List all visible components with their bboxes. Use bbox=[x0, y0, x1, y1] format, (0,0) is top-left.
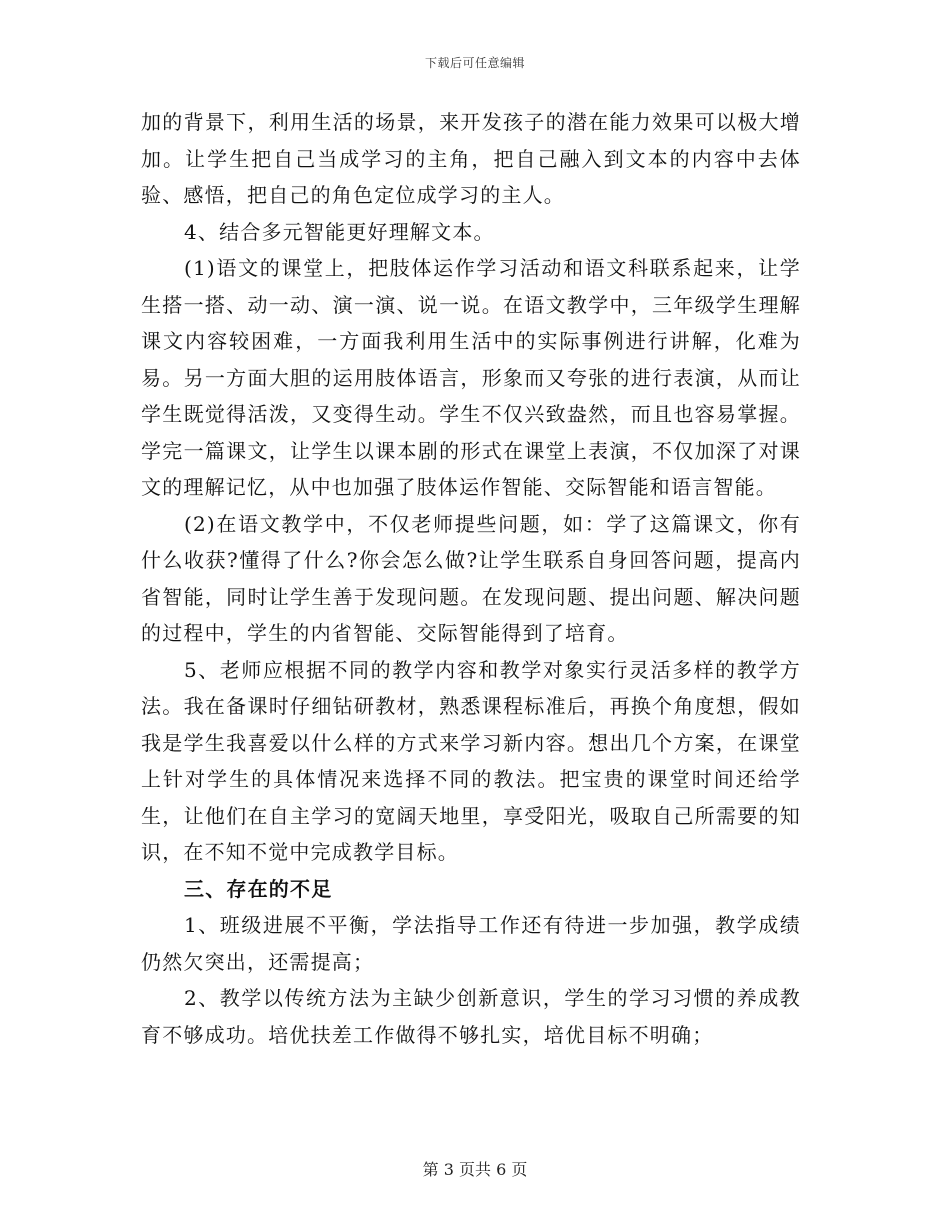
section-heading-shortcomings: 三、存在的不足 bbox=[184, 876, 333, 901]
page-footer: 第 3 页共 6 页 bbox=[422, 1160, 528, 1179]
paragraph-point-5: 5、老师应根据不同的教学内容和教学对象实行灵活多样的教学方法。我在备课时仔细钻研教材，熟悉课程标准后，再换个角度想，假如我是学生我喜爱以什么样的方式来学习新内容。想出几个方案，在课堂上针对学生的具体情况来选择不同的教法。把宝贵的课堂时间还给学生，让他们在自主学习的宽阔天地里，享受阳光，吸取自己所需要的知识，在不知不觉中完成教学目标。 bbox=[141, 657, 801, 864]
paragraph-continuation: 加的背景下，利用生活的场景，来开发孩子的潜在能力效果可以极大增加。让学生把自己当成学习的主角，把自己融入到文本的内容中去体验、感悟，把自己的角色定位成学习的主人。 bbox=[141, 110, 801, 207]
paragraph-shortcoming-2: 2、教学以传统方法为主缺少创新意识，学生的学习习惯的养成教育不够成功。培优扶差工作做得不够扎实，培优目标不明确； bbox=[141, 986, 801, 1047]
paragraph-point-4: 4、结合多元智能更好理解文本。 bbox=[184, 219, 495, 244]
paragraph-subpoint-1: (1)语文的课堂上，把肢体运作学习活动和语文科联系起来，让学生搭一搭、动一动、演一演、说一说。在语文教学中，三年级学生理解课文内容较困难，一方面我利用生活中的实际事例进行讲解，化难为易。另一方面大胆的运用肢体语言，形象而又夸张的进行表演，从而让学生既觉得活泼，又变得生动。学生不仅兴致盎然，而且也容易掌握。学完一篇课文，让学生以课本剧的形式在课堂上表演，不仅加深了对课文的理解记忆，从中也加强了肢体运作智能、交际智能和语言智能。 bbox=[141, 256, 801, 499]
page-header: 下载后可任意编辑 bbox=[424, 56, 525, 70]
paragraph-subpoint-2: (2)在语文教学中，不仅老师提些问题，如：学了这篇课文，你有什么收获?懂得了什么?你会怎么做?让学生联系自身回答问题，提高内省智能，同时让学生善于发现问题。在发现问题、提出问题、解决问题的过程中，学生的内省智能、交际智能得到了培育。 bbox=[141, 511, 801, 645]
document-body bbox=[141, 104, 801, 1053]
paragraph-shortcoming-1: 1、班级进展不平衡，学法指导工作还有待进一步加强，教学成绩仍然欠突出，还需提高； bbox=[141, 913, 801, 974]
